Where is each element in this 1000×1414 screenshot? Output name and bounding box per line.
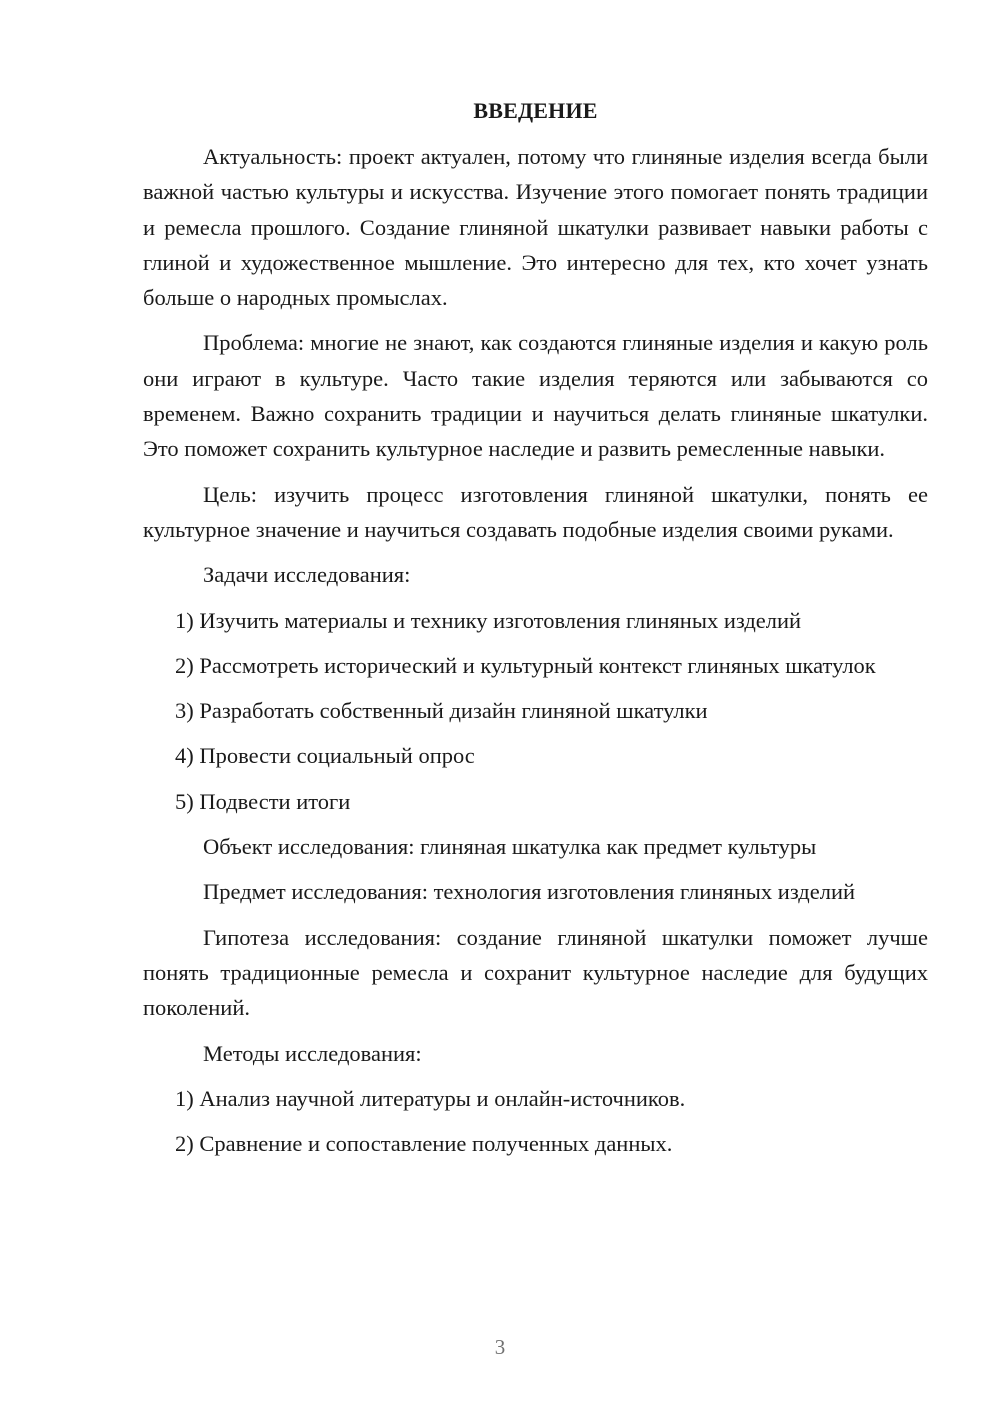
methods-heading: Методы исследования:: [203, 1040, 422, 1066]
method-item: 2) Сравнение и сопоставление полученных данных.: [175, 1131, 673, 1157]
task-item: 1) Изучить материалы и технику изготовления глиняных изделий: [175, 607, 802, 633]
task-item: 5) Подвести итоги: [175, 788, 351, 814]
task-item: 3) Разработать собственный дизайн глиняной шкатулки: [175, 698, 708, 724]
task-item: 4) Провести социальный опрос: [175, 743, 475, 769]
problem-paragraph: Проблема: многие не знают, как создаются глиняные изделия и какую роль они играют в культуре. Часто такие изделия теряются или забываются со временем. Важно сохранить традиции и научиться делать глиняные шкатулки. Это поможет сохранить культурное наследие и развить ремесленные навыки.: [143, 330, 928, 462]
relevance-paragraph: Актуальность: проект актуален, потому что глиняные изделия всегда были важной частью культуры и искусства. Изучение этого помогает понять традиции и ремесла прошлого. Создание глиняной шкатулки развивает навыки работы с глиной и художественное мышление. Это интересно для тех, кто хочет узнать больше о народных промыслах.: [143, 144, 928, 311]
page-title: ВВЕДЕНИЕ: [473, 98, 598, 123]
method-item: 1) Анализ научной литературы и онлайн-источников.: [175, 1085, 686, 1111]
research-subject: Предмет исследования: технология изготовления глиняных изделий: [203, 879, 856, 905]
document-page: [143, 95, 928, 1161]
research-hypothesis: Гипотеза исследования: создание глиняной шкатулки поможет лучше понять традиционные ремесла и сохранит культурное наследие для будущих поколений.: [143, 924, 928, 1021]
tasks-heading: Задачи исследования:: [203, 562, 411, 588]
task-item: 2) Рассмотреть исторический и культурный контекст глиняных шкатулок: [175, 652, 876, 678]
research-object: Объект исследования: глиняная шкатулка как предмет культуры: [203, 834, 817, 860]
page-number: 3: [494, 1335, 506, 1359]
goal-paragraph: Цель: изучить процесс изготовления глиняной шкатулки, понять ее культурное значение и научиться создавать подобные изделия своими руками.: [143, 481, 928, 542]
